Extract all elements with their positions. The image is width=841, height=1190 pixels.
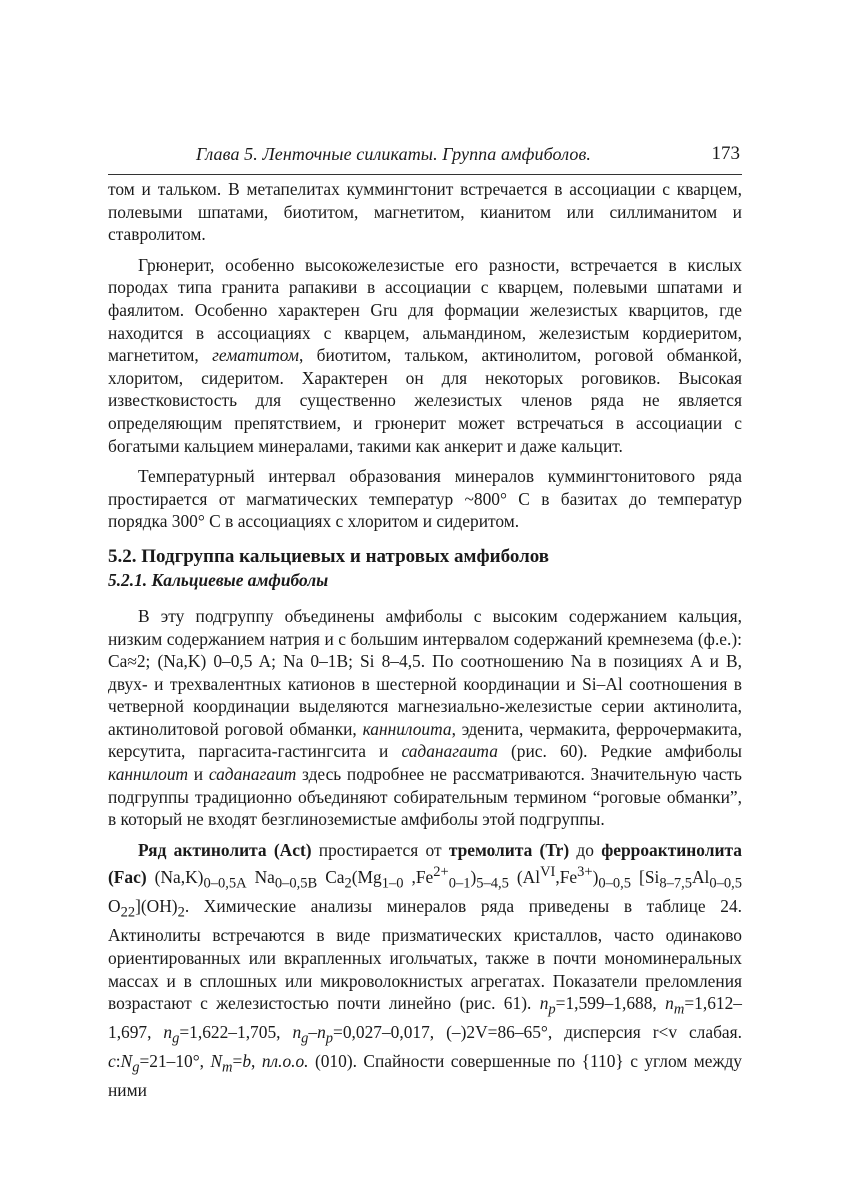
paragraph-2: Грюнерит, особенно высокожелезистые его разности, встречается в кислых породах типа гранита рапакиви в ассоциации с кварцем, полевыми шпатами и фаялитом. Особенно характерен Gru для формации железистых кварцитов, где находится в ассоциациях с кварцем, альмандином, железистым кордиеритом, магнетитом, гематитом, биотитом, тальком, актинолитом, роговой обманкой, хлоритом, сидеритом. Характерен он для некоторых роговиков. Высокая известковистость для существенно железистых членов ряда не является определяющим препятствием, и грюнерит может встречаться в ассоциации с богатыми кальцием минералами, такими как анкерит и даже кальцит. [108,254,743,456]
paragraph-1: том и тальком. В метапелитах куммингтонит встречается в ассоциации с кварцем, полевыми шпатами, биотитом, магнетитом, кианитом или силлиманитом и ставролитом. [108,179,742,245]
paragraph-5: Ряд актинолита (Act) простирается от тремолита (Tr) до ферроактинолита (Fac) $(Na,K)_{0-0,5A}$ $Na_{0-0,5B}$ $Ca_2(Mg_{1-0}$ $,Fe^{2+}_{0-1})_{5-4,5}$ $(Al^{VI},Fe^{3+})_{0-0,5}$ [$Si_{8-7,5}Al_{0-0,5}$ $O_{22}](OH)_2$. Химические анализы минералов ряда приведены в таблице 24. Актинолиты встречаются в виде призматических кристаллов, часто одинаково ориентированных или вкрапленных игольчатых, также в почти мономинеральных массах и в сплошных или микроволокнистых агрегатах. Показатели преломления возрастают с железистостью почти линейно (рис. 61). $n_p=1,599-1,688$, $n_m=1,612-1,697$, $n_g=1,622-1,705$, $n_g-n_p=0,027-0,017$, (–)2V=86–65°, дисперсия r<v слабая. $c:N_g=21-10^\circ$, $N_m=b$, пл.о.о. (010). Спайности совершенные по {110} с углом между ними [108,839,743,1101]
running-header [108,140,742,175]
page-number: 173 [711,143,740,164]
section-heading: 5.2. Подгруппа кальциевых и натровых амфиболов [108,545,550,567]
paragraph-4: В эту подгруппу объединены амфиболы с высоким содержанием кальция, низким содержанием натрия и с большим интервалом содержаний кремнезема (ф.е.): Ca≈2; (Na,K) 0–0,5 A; Na 0–1B; Si 8–4,5. По соотношению Na в позициях А и В, двух- и трехвалентных катионов в шестерной координации и Si–Al соотношения в четверной координации выделяются магнезиально-железистые серии актинолита, актинолитовой роговой обманки, каннилоита, эденита, чермакита, феррочермакита, керсутита, паргасита-гастингсита и саданагаита (рис. 60). Редкие амфиболы каннилоит и саданагаит здесь подробнее не рассматриваются. Значительную часть подгруппы традиционно объединяют собирательным термином “роговые обманки”, в который не входят безглиноземистые амфиболы этой подгруппы. [108,605,742,830]
page-body [108,178,742,1110]
chapter-title: Глава 5. Ленточные силикаты. Группа амфиболов. [196,144,591,164]
subsection-heading: 5.2.1. Кальциевые амфиболы [108,569,329,590]
paragraph-3: Температурный интервал образования минералов куммингтонитового ряда простирается от магматических температур ~800° С в базитах до температур порядка 300° С в ассоциациях с хлоритом и сидеритом. [108,466,742,532]
